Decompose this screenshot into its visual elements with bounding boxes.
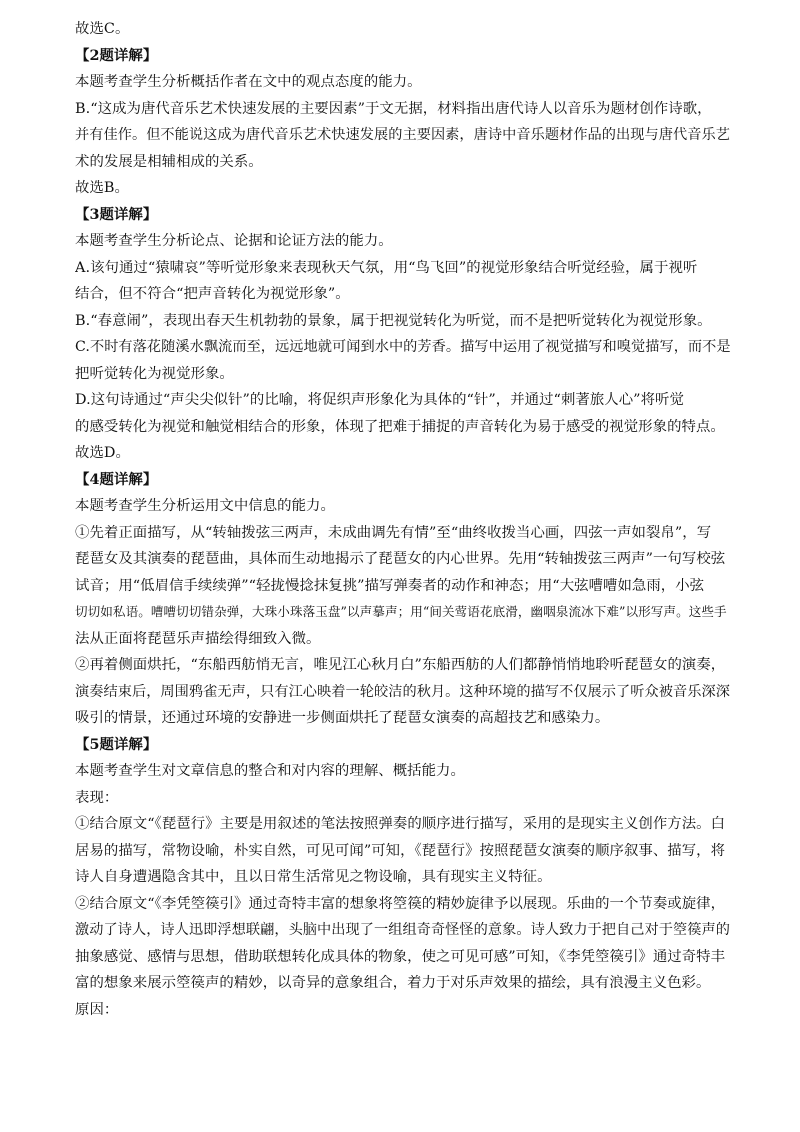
text-line: 的感受转化为视觉和触觉相结合的形象，体现了把难于捕捉的声音转化为易于感受的视觉形象的特点。 [75, 418, 725, 435]
text-line: 诗人自身遭遇隐含其中，且以日常生活常见之物设喻，具有现实主义特征。 [75, 869, 552, 885]
text-line: A.该句通过“猿啸哀”等听觉形象来表现秋天气氛，用“鸟飞回”的视觉形象结合听觉经验，属于视听 [75, 259, 698, 276]
text-line: ①结合原文“《琵琶行》主要是用叙述的笔法按照弹奏的顺序进行描写，采用的是现实主义创作方法。白 [75, 816, 726, 832]
text-line: 把听觉转化为视觉形象。 [75, 365, 234, 382]
text-line: 表现： [75, 789, 119, 806]
section-heading: 【5题详解】 [75, 735, 158, 753]
text-line: 抽象感觉、感情与思想，借助联想转化成具体的物象，使之可见可感”可知，《李凭箜篌引》通过奇特丰 [75, 948, 726, 965]
text-line: C.不时有落花随溪水飘流而至，远远地就可闻到水中的芳香。描写中运用了视觉描写和嗅觉描写，而不是 [75, 339, 731, 355]
text-line: 试音；用“低眉信手续续弹”“轻拢慢捻抹复挑”描写弹奏者的动作和神态；用“大弦嘈嘈如急雨，小弦 [75, 577, 705, 594]
text-line: 本题考查学生分析运用文中信息的能力。 [75, 498, 335, 514]
section-heading: 【3题详解】 [75, 205, 158, 223]
text-line: B.“这成为唐代音乐艺术快速发展的主要因素”于文无据，材料指出唐代诗人以音乐为题材创作诗歌， [75, 100, 712, 117]
text-line: 本题考查学生对文章信息的整合和对内容的理解、概括能力。 [75, 763, 465, 779]
text-line: 故选C。 [75, 21, 130, 37]
text-line: 结合，但不符合“把声音转化为视觉形象”。 [75, 286, 350, 302]
text-line: 本题考查学生分析论点、论据和论证方法的能力。 [75, 233, 393, 249]
text-line: 本题考查学生分析概括作者在文中的观点态度的能力。 [75, 74, 422, 90]
text-line: ②结合原文“《李凭箜篌引》通过奇特丰富的想象将箜篌的精妙旋律予以展现。乐曲的一个节奏或旋律， [75, 895, 726, 912]
text-line: 原因： [75, 1001, 119, 1018]
text-line: 富的想象来展示箜篌声的精妙，以奇异的意象组合，着力于对乐声效果的描绘，具有浪漫主义色彩。 [75, 975, 711, 991]
text-line: 术的发展是相辅相成的关系。 [75, 153, 263, 170]
text-line: ①先着正面描写，从“转轴拨弦三两声，未成曲调先有情”至“曲终收拨当心画，四弦一声如裂帛”，写 [75, 524, 712, 541]
text-line: B.“春意闹”，表现出春天生机勃勃的景象，属于把视觉转化为听觉，而不是把听觉转化为视觉形象。 [75, 312, 712, 329]
text-line: 切切如私语。嘈嘈切切错杂弹，大珠小珠落玉盘”以声摹声；用“间关莺语花底滑，幽咽泉流冰下难”以形写声。这些手 [75, 604, 727, 619]
text-line: 琵琶女及其演奏的琵琶曲，具体而生动地揭示了琵琶女的内心世界。先用“转轴拨弦三两声”一句写校弦 [75, 551, 726, 567]
text-line: 激动了诗人，诗人迅即浮想联翩，头脑中出现了一组组奇奇怪怪的意象。诗人致力于把自己对于箜篌声的 [75, 922, 730, 938]
text-line: 并有佳作。但不能说这成为唐代音乐艺术快速发展的主要因素，唐诗中音乐题材作品的出现与唐代音乐艺 [75, 127, 730, 143]
section-heading: 【2题详解】 [75, 46, 158, 64]
text-line: ②再着侧面烘托，“东船西舫悄无言，唯见江心秋月白”东船西舫的人们都静悄悄地聆听琵琶女的演奏， [75, 657, 726, 673]
text-line: 吸引的情景，还通过环境的安静进一步侧面烘托了琵琶女演奏的高超技艺和感染力。 [75, 710, 610, 726]
text-line: 故选B。 [75, 180, 129, 196]
text-line: 演奏结束后，周围鸦雀无声，只有江心映着一轮皎洁的秋月。这种环境的描写不仅展示了听众被音乐深深 [75, 683, 730, 700]
section-heading: 【4题详解】 [75, 470, 158, 488]
text-line: D.这句诗通过“声尖尖似针”的比喻，将促织声形象化为具体的“针”，并通过“刺著旅人心”将听觉 [75, 392, 684, 408]
text-line: 法从正面将琵琶乐声描绘得细致入微。 [75, 630, 321, 647]
text-line: 居易的描写，常物设喻，朴实自然，可见可闻”可知，《琵琶行》按照琵琶女演奏的顺序叙事、描写，将 [75, 842, 726, 859]
text-line: 故选D。 [75, 445, 130, 461]
document-page [75, 16, 733, 1023]
